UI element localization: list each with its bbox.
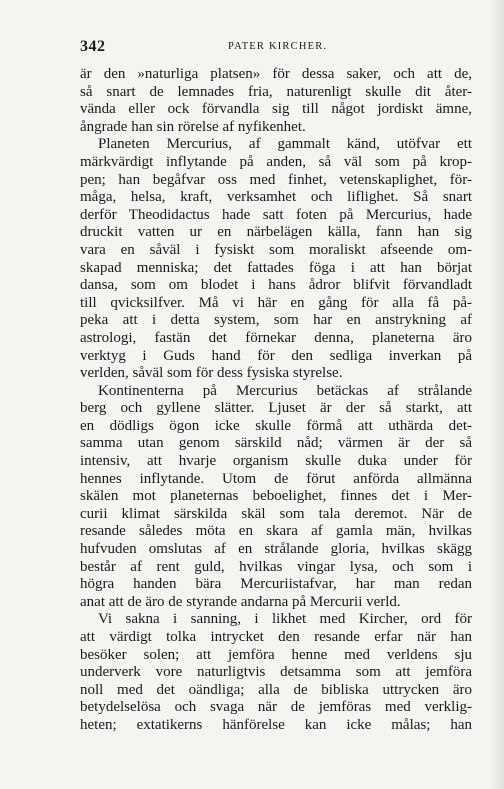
text-line: märkvärdigt inflytande på anden, så väl som på krop- bbox=[80, 153, 472, 170]
body-text bbox=[80, 66, 472, 735]
text-line: högra handen bära Mercuriistafvar, har man redan bbox=[80, 576, 472, 593]
text-line: hennes inflytande. Utom de förut anförda allmänna bbox=[80, 470, 472, 487]
text-line: är den »naturliga platsen» för dessa saker, och att de, bbox=[80, 66, 472, 82]
text-line: verktyg i Guds hand för den sedliga inverkan på bbox=[80, 347, 472, 364]
text-line: heten; extatikerns hänförelse kan icke målas; han bbox=[80, 716, 472, 733]
text-line: Kontinenterna på Mercurius betäckas af strålande bbox=[98, 382, 472, 399]
text-line: besöker solen; att jemföra henne med verldens sju bbox=[80, 646, 472, 663]
text-line: vara en såväl i fysiskt som moraliskt afseende om- bbox=[80, 241, 472, 258]
text-line: så snart de lemnades fria, naturenligt skulle dit åter- bbox=[80, 83, 472, 100]
text-line: anat att de äro de styrande andarna på Mercurii verld. bbox=[80, 593, 401, 610]
text-line: att värdigt tolka intrycket den resande erfar när han bbox=[80, 629, 472, 645]
text-line: vända eller ock förvandla sig till något jordiskt ämne, bbox=[80, 101, 472, 118]
text-line: peka att i detta system, som har en anstrykning af bbox=[80, 312, 472, 329]
text-line: underverk vore naturligtvis detsamma som att jemföra bbox=[80, 664, 472, 681]
page-edge-shadow bbox=[490, 0, 504, 789]
text-line: intensiv, att hvarje organism skulle duka under för bbox=[80, 453, 472, 470]
text-line: pen; han begåfvar oss med finhet, vetenskaplighet, för- bbox=[80, 171, 472, 188]
text-line: derför Theodidactus hade satt foten på Mercurius, hade bbox=[80, 206, 472, 223]
text-line: astrologi, fastän det förnekar denna, planeterna äro bbox=[80, 329, 472, 346]
text-line: hufvuden omslutas af en strålande gloria, hvilkas skägg bbox=[80, 541, 472, 558]
text-line: till qvicksilfver. Må vi här en gång för alla få på- bbox=[80, 294, 472, 311]
running-head: PATER KIRCHER. bbox=[228, 41, 328, 52]
text-line: skälen mot planeternas beboelighet, finnes det i Mer- bbox=[80, 488, 472, 505]
text-line: Vi sakna i sanning, i likhet med Kircher, ord för bbox=[98, 611, 472, 628]
text-line: samma utan genom särskild nåd; värmen är der så bbox=[80, 435, 472, 452]
text-line: måga, helsa, kraft, verksamhet och liflighet. Så snart bbox=[80, 189, 472, 206]
text-line: verlden, såväl som för dess fysiska styrelse. bbox=[80, 365, 343, 382]
text-line: druckit vatten ur en närbelägen källa, fann han sig bbox=[80, 224, 472, 241]
text-line: Planeten Mercurius, af gammalt känd, utöfvar ett bbox=[98, 136, 472, 153]
text-line: berg och gyllene slätter. Ljuset är der så starkt, att bbox=[80, 400, 472, 417]
text-line: curii klimat särskilda skäl som tala deremot. När de bbox=[80, 505, 472, 522]
text-line: betydelselösa och svaga när de jemföras med verklig- bbox=[80, 699, 472, 716]
text-line: skapad menniska; det fattades föga i att han börjat bbox=[80, 259, 472, 276]
text-line: dansa, som om blodet i hans ådror blifvit förvandladt bbox=[80, 277, 472, 294]
text-line: resande således möta en skara af gamla män, hvilkas bbox=[80, 523, 472, 540]
text-line: ångrade han sin rörelse af nyfikenhet. bbox=[80, 118, 306, 135]
page-header bbox=[80, 38, 470, 58]
text-line: noll med det oändliga; alla de bibliska uttrycken äro bbox=[80, 681, 472, 698]
page-number: 342 bbox=[80, 38, 106, 55]
text-line: en dödligs ögon icke skulle förmå att uthärda det- bbox=[80, 417, 472, 434]
text-line: består af rent guld, hvilkas vingar lysa, och som i bbox=[80, 558, 472, 575]
